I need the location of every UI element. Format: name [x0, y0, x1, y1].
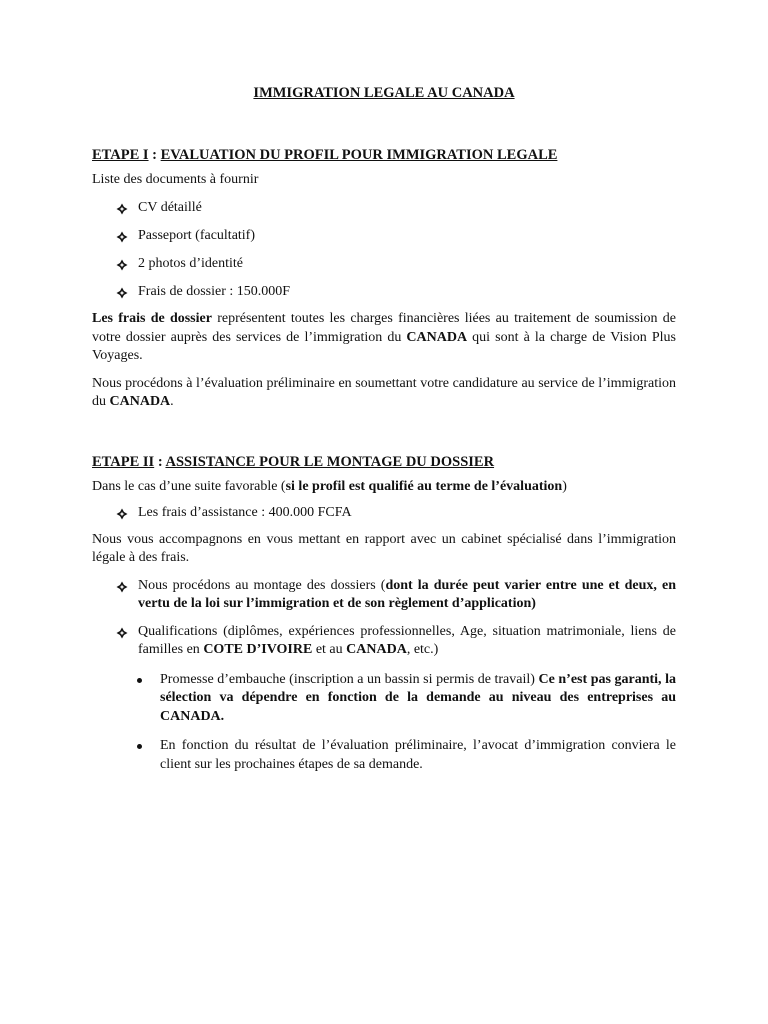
list-item: [92, 737, 676, 774]
list-item-text: Qualifications (diplômes, expériences professionnelles, Age, situation matrimoniale, liens de familles en: [138, 623, 676, 657]
country-name: CANADA: [346, 642, 407, 657]
fees-term: Les frais de dossier: [92, 311, 212, 326]
step1-intro: Liste des documents à fournir: [92, 172, 259, 187]
list-item-text: , etc.): [406, 642, 439, 657]
step1-evaluation-paragraph: [92, 375, 676, 412]
list-item-text: En fonction du résultat de l’évaluation préliminaire, l’avocat d’immigration conviera le client sur les prochaines étapes de sa demande.: [160, 738, 676, 772]
diamond-bullet-icon: [116, 577, 128, 595]
diamond-bullet-icon: [116, 227, 128, 245]
step2-label: ETAPE II: [92, 453, 155, 470]
step2-intro-end: ): [562, 478, 567, 494]
diamond-bullet-icon: [116, 504, 128, 522]
step1-label: ETAPE I: [92, 147, 149, 163]
fees-text-end: qui sont à la charge de Vision Plus Voyages.: [92, 329, 676, 363]
evaluation-text-end: .: [170, 394, 174, 409]
list-item-text: Nous procédons au montage des dossiers (: [138, 577, 386, 593]
country-name: CANADA: [109, 394, 171, 409]
step2-intro-text: Dans le cas d’une suite favorable (: [92, 478, 286, 494]
list-item-text: Passeport (facultatif): [138, 227, 256, 243]
list-item-text: Promesse d’embauche (inscription a un bassin si permis de travail): [160, 671, 539, 687]
guarantee-note: Ce n’est pas garanti, la sélection va dépendre en fonction de la demande au niveau des entreprises au CANADA.: [160, 671, 677, 724]
step1-heading: [92, 144, 676, 166]
list-item-text: Frais de dossier : 150.000F: [138, 283, 291, 299]
list-item: [92, 504, 676, 523]
step1-fees-paragraph: [92, 310, 676, 366]
step2-support-paragraph: Nous vous accompagnons en vous mettant en rapport avec un cabinet spécialisé dans l’immigration légale à des frais.: [92, 531, 676, 565]
list-item-text: et au: [312, 642, 347, 657]
diamond-bullet-icon: [116, 283, 128, 301]
documents-list: [92, 199, 676, 302]
bullet-dot-icon: [137, 744, 142, 749]
list-item: [92, 227, 676, 246]
list-item-text: CV détaillé: [138, 199, 202, 215]
step2-intro: [92, 478, 676, 497]
step1-separator: :: [148, 147, 161, 163]
list-item: [92, 199, 676, 218]
diamond-bullet-icon: [116, 255, 128, 273]
list-item: [92, 623, 676, 660]
step2-title: ASSISTANCE POUR LE MONTAGE DU DOSSIER: [165, 453, 495, 470]
procedure-list: [92, 577, 676, 660]
list-item: [92, 255, 676, 274]
duration-note: dont la durée peut varier entre une et deux, en vertu de la loi sur l’immigration et de son règlement d’application): [138, 577, 676, 611]
diamond-bullet-icon: [116, 623, 128, 641]
step2-intro-condition: si le profil est qualifié au terme de l’évaluation: [285, 478, 563, 494]
fees-text: représentent toutes les charges financières liées au traitement de soumission de votre dossier auprès des services de l’immigration du: [92, 311, 676, 345]
document-page: [92, 82, 676, 774]
step2-heading: [92, 451, 676, 473]
sub-list: [92, 671, 676, 775]
list-item-text: Les frais d’assistance : 400.000 FCFA: [138, 505, 352, 520]
evaluation-text: Nous procédons à l’évaluation préliminaire en soumettant votre candidature au service de l’immigration du: [92, 375, 676, 409]
step2-separator: :: [154, 453, 166, 470]
list-item: [92, 283, 676, 302]
diamond-bullet-icon: [116, 199, 128, 217]
country-name: COTE D’IVOIRE: [203, 642, 313, 657]
assistance-fee-list: [92, 504, 676, 523]
country-name: CANADA: [406, 329, 468, 345]
list-item: [92, 671, 676, 727]
bullet-dot-icon: [137, 678, 142, 683]
list-item-text: 2 photos d’identité: [138, 255, 243, 271]
step1-title: EVALUATION DU PROFIL POUR IMMIGRATION LEGALE: [160, 147, 558, 163]
document-title: IMMIGRATION LEGALE AU CANADA: [253, 85, 515, 101]
list-item: [92, 577, 676, 614]
